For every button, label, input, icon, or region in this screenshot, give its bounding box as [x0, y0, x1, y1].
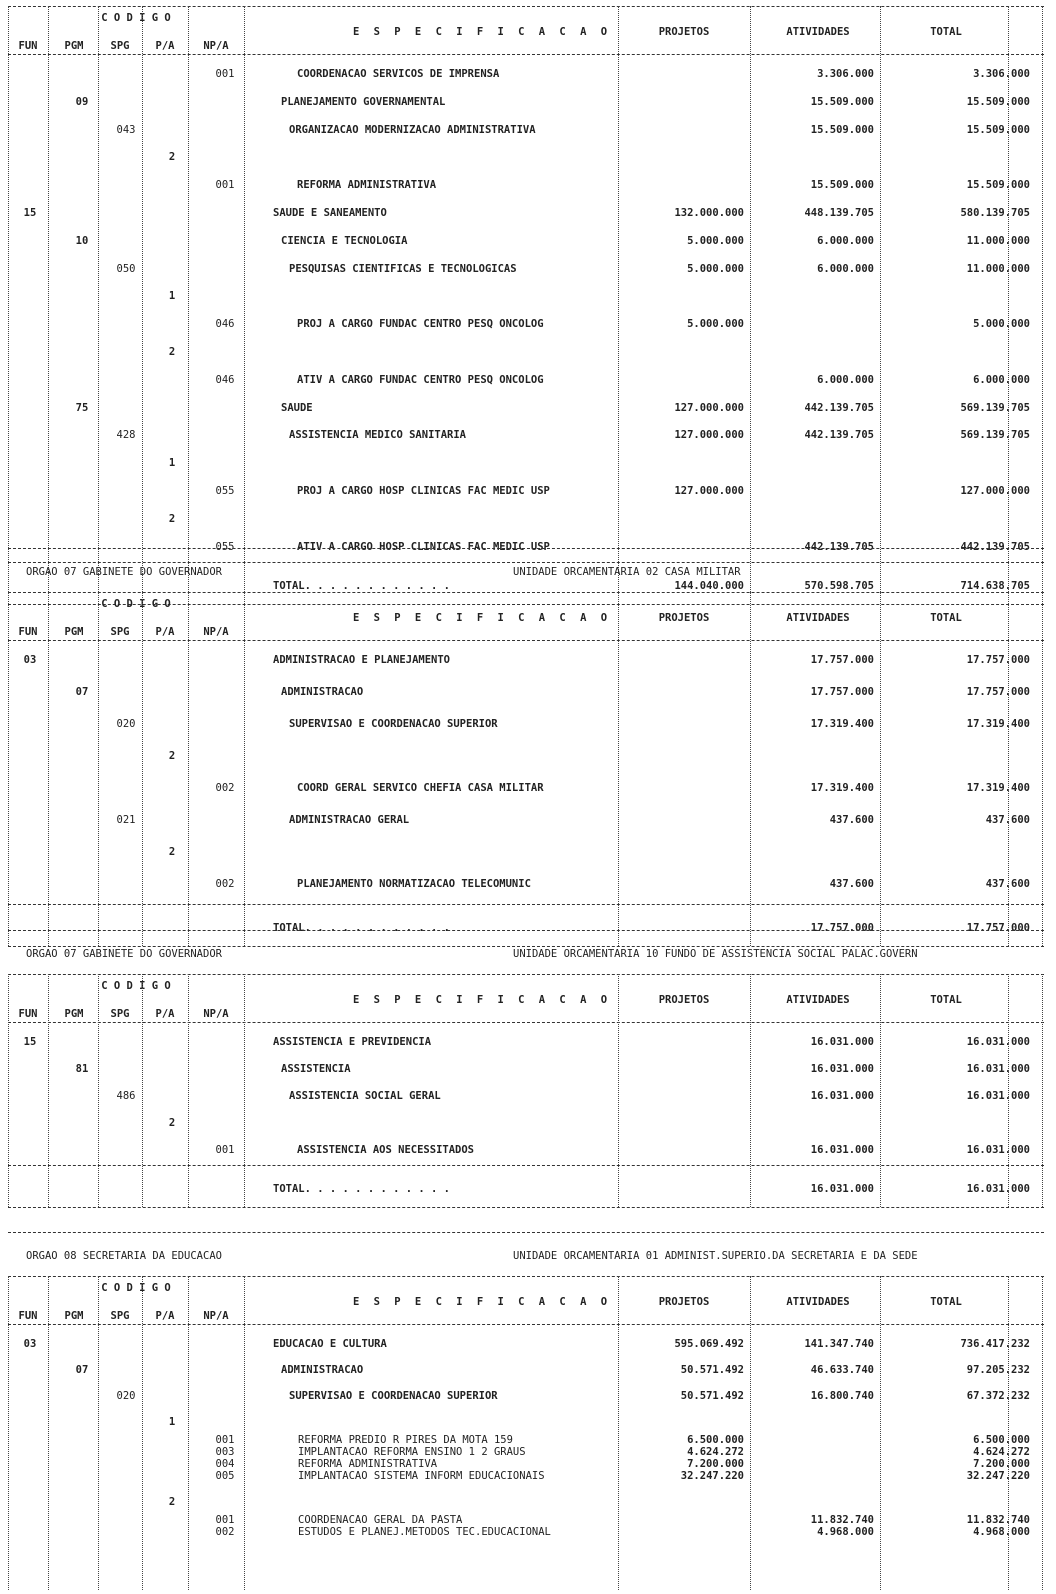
projetos-header: PROJETOS — [658, 26, 710, 38]
column-rule — [142, 592, 143, 946]
especificacao-cell: PESQUISAS CIENTIFICAS E TECNOLOGICAS — [289, 262, 517, 275]
especificacao-cell: ADMINISTRACAO GERAL — [289, 814, 410, 826]
npa-code: 002 — [215, 782, 235, 794]
total-cell: 15.509.000 — [966, 179, 1030, 192]
rule-line — [8, 1207, 1044, 1208]
npa-code: 002 — [215, 878, 235, 890]
projetos-header: PROJETOS — [658, 612, 710, 624]
atividades-cell: 17.757.000 — [810, 686, 874, 698]
atividades-cell: 448.139.705 — [804, 207, 874, 219]
total-total: 17.757.000 — [966, 922, 1030, 934]
total-cell: 6.500.000 — [973, 1434, 1030, 1446]
column-rule — [98, 592, 99, 946]
spg-code: 043 — [116, 123, 136, 136]
pgm-code: 09 — [75, 95, 89, 108]
especificacao-cell: ATIV A CARGO HOSP CLINICAS FAC MEDIC USP — [297, 540, 550, 553]
total-cell: 67.372.232 — [966, 1390, 1030, 1402]
column-rule — [188, 1276, 189, 1590]
fun-code: 15 — [23, 207, 37, 219]
atividades-header: ATIVIDADES — [786, 1296, 850, 1308]
especificacao-cell: COORDENACAO SERVICOS DE IMPRENSA — [297, 68, 500, 80]
pa-code: 2 — [168, 151, 176, 164]
atividades-cell: 6.000.000 — [817, 262, 874, 275]
total-cell: 15.509.000 — [966, 123, 1030, 136]
column-rule — [1008, 974, 1009, 1207]
projetos-cell: 127.000.000 — [674, 429, 744, 442]
total-cell: 6.000.000 — [973, 373, 1030, 386]
column-rule — [244, 974, 245, 1207]
spg-code: 021 — [116, 814, 136, 826]
npa-code: 001 — [215, 1514, 235, 1526]
column-rule — [8, 6, 9, 604]
column-rule — [188, 974, 189, 1207]
column-rule — [142, 974, 143, 1207]
rule-line — [8, 1324, 1044, 1325]
projetos-cell: 595.069.492 — [674, 1338, 744, 1350]
especificacao-cell: PLANEJAMENTO NORMATIZACAO TELECOMUNIC — [297, 878, 531, 890]
codigo-header: C O D I G O — [101, 980, 171, 992]
especificacao-cell: EDUCACAO E CULTURA — [273, 1338, 387, 1350]
column-rule — [244, 6, 245, 604]
projetos-header: PROJETOS — [658, 1296, 710, 1308]
pa-header: P/A — [155, 1008, 175, 1020]
column-rule — [618, 6, 619, 604]
npa-code: 001 — [215, 179, 235, 192]
rule-line — [8, 548, 1044, 549]
total-header: TOTAL — [930, 612, 962, 624]
column-rule — [142, 6, 143, 604]
column-rule — [244, 592, 245, 946]
atividades-cell: 6.000.000 — [817, 234, 874, 247]
atividades-header: ATIVIDADES — [786, 994, 850, 1006]
pa-code: 2 — [168, 512, 176, 525]
npa-code: 002 — [215, 1526, 235, 1538]
spg-header: SPG — [110, 40, 130, 52]
especificacao-cell: PROJ A CARGO HOSP CLINICAS FAC MEDIC USP — [297, 485, 550, 497]
rule-line — [8, 904, 1044, 905]
rule-line — [8, 54, 1044, 55]
total-cell: 4.968.000 — [973, 1526, 1030, 1538]
npa-code: 001 — [215, 68, 235, 80]
npa-code: 055 — [215, 540, 235, 553]
atividades-cell: 437.600 — [829, 814, 874, 826]
column-rule — [618, 974, 619, 1207]
npa-code: 005 — [215, 1470, 235, 1482]
total-cell: 580.139.705 — [960, 207, 1030, 219]
orgao-label: ORGAO 08 SECRETARIA DA EDUCACAO — [26, 1250, 222, 1262]
total-cell: 736.417.232 — [960, 1338, 1030, 1350]
spg-code: 020 — [116, 718, 136, 730]
especificacao-cell: IMPLANTACAO REFORMA ENSINO 1 2 GRAUS — [298, 1446, 526, 1458]
atividades-cell: 15.509.000 — [810, 123, 874, 136]
column-rule — [1008, 1276, 1009, 1590]
column-rule — [1042, 6, 1043, 604]
budget-section — [8, 6, 1044, 604]
pgm-code: 10 — [75, 234, 89, 247]
especificacao-cell: ASSISTENCIA — [281, 1063, 351, 1075]
budget-section — [8, 930, 1044, 1207]
total-row-label: TOTAL. . . . . . . . . . . . — [273, 1183, 451, 1195]
column-rule — [750, 6, 751, 604]
atividades-cell: 437.600 — [829, 878, 874, 890]
atividades-cell: 16.031.000 — [810, 1144, 874, 1156]
unidade-label: UNIDADE ORCAMENTARIA 01 ADMINIST.SUPERIO.DA SECRETARIA E DA SEDE — [513, 1250, 918, 1262]
fun-header: FUN — [18, 1310, 38, 1322]
atividades-cell: 16.800.740 — [810, 1390, 874, 1402]
column-rule — [880, 6, 881, 604]
especificacao-header: E S P E C I F I C A C A O — [353, 1296, 612, 1308]
total-atividades: 16.031.000 — [810, 1183, 874, 1195]
especificacao-cell: ADMINISTRACAO E PLANEJAMENTO — [273, 654, 451, 666]
npa-code: 003 — [215, 1446, 235, 1458]
total-total: 16.031.000 — [966, 1183, 1030, 1195]
especificacao-header: E S P E C I F I C A C A O — [353, 612, 612, 624]
total-cell: 97.205.232 — [966, 1364, 1030, 1376]
total-cell: 15.509.000 — [966, 95, 1030, 108]
total-cell: 11.000.000 — [966, 262, 1030, 275]
spg-code: 050 — [116, 262, 136, 275]
column-rule — [1042, 974, 1043, 1207]
total-row-label: TOTAL. . . . . . . . . . . . — [273, 580, 451, 593]
column-rule — [48, 6, 49, 604]
spg-header: SPG — [110, 1310, 130, 1322]
atividades-cell: 4.968.000 — [817, 1526, 874, 1538]
fun-code: 15 — [23, 1036, 37, 1048]
total-cell: 127.000.000 — [960, 485, 1030, 497]
column-rule — [188, 592, 189, 946]
column-rule — [750, 592, 751, 946]
total-atividades: 570.598.705 — [804, 580, 874, 593]
especificacao-cell: ASSISTENCIA E PREVIDENCIA — [273, 1036, 432, 1048]
total-cell: 11.000.000 — [966, 234, 1030, 247]
total-row-label: TOTAL. . . . . . . . . . . . — [273, 922, 451, 934]
rule-line — [8, 592, 1044, 593]
total-header: TOTAL — [930, 1296, 962, 1308]
unidade-label: UNIDADE ORCAMENTARIA 02 CASA MILITAR — [513, 566, 741, 578]
pa-header: P/A — [155, 626, 175, 638]
especificacao-cell: ASSISTENCIA MEDICO SANITARIA — [289, 429, 467, 442]
especificacao-cell: ASSISTENCIA AOS NECESSITADOS — [297, 1144, 475, 1156]
especificacao-cell: PROJ A CARGO FUNDAC CENTRO PESQ ONCOLOG — [297, 318, 544, 331]
total-header: TOTAL — [930, 26, 962, 38]
column-rule — [1008, 6, 1009, 604]
projetos-cell: 32.247.220 — [680, 1470, 744, 1482]
spg-header: SPG — [110, 626, 130, 638]
projetos-cell: 5.000.000 — [687, 234, 744, 247]
total-cell: 4.624.272 — [973, 1446, 1030, 1458]
especificacao-cell: ADMINISTRACAO — [281, 1364, 364, 1376]
projetos-cell: 132.000.000 — [674, 207, 744, 219]
especificacao-cell: ESTUDOS E PLANEJ.METODOS TEC.EDUCACIONAL — [298, 1526, 551, 1538]
atividades-cell: 16.031.000 — [810, 1090, 874, 1102]
column-rule — [618, 592, 619, 946]
especificacao-cell: IMPLANTACAO SISTEMA INFORM EDUCACIONAIS — [298, 1470, 545, 1482]
especificacao-cell: ATIV A CARGO FUNDAC CENTRO PESQ ONCOLOG — [297, 373, 544, 386]
column-rule — [48, 592, 49, 946]
rule-line — [8, 6, 1044, 7]
codigo-header: C O D I G O — [101, 598, 171, 610]
pa-code: 2 — [168, 1496, 176, 1508]
projetos-header: PROJETOS — [658, 994, 710, 1006]
especificacao-header: E S P E C I F I C A C A O — [353, 26, 612, 38]
total-cell: 16.031.000 — [966, 1036, 1030, 1048]
spg-code: 020 — [116, 1390, 136, 1402]
column-rule — [750, 974, 751, 1207]
especificacao-cell: COORD GERAL SERVICO CHEFIA CASA MILITAR — [297, 782, 544, 794]
pgm-code: 75 — [75, 401, 89, 414]
projetos-cell: 127.000.000 — [674, 401, 744, 414]
rule-line — [8, 1165, 1044, 1166]
projetos-cell: 50.571.492 — [680, 1390, 744, 1402]
total-cell: 437.600 — [985, 878, 1030, 890]
budget-section — [8, 1232, 1044, 1590]
total-cell: 16.031.000 — [966, 1063, 1030, 1075]
column-rule — [750, 1276, 751, 1590]
pgm-header: PGM — [64, 1310, 84, 1322]
atividades-cell: 16.031.000 — [810, 1063, 874, 1075]
pgm-code: 07 — [75, 1364, 89, 1376]
orgao-label: ORGAO 07 GABINETE DO GOVERNADOR — [26, 566, 222, 578]
pa-header: P/A — [155, 1310, 175, 1322]
projetos-cell: 5.000.000 — [687, 318, 744, 331]
pa-code: 1 — [168, 1416, 176, 1428]
orgao-label: ORGAO 07 GABINETE DO GOVERNADOR — [26, 948, 222, 960]
total-cell: 17.319.400 — [966, 782, 1030, 794]
column-rule — [188, 6, 189, 604]
total-projetos: 144.040.000 — [674, 580, 744, 593]
rule-line — [8, 640, 1044, 641]
column-rule — [98, 6, 99, 604]
especificacao-cell: ADMINISTRACAO — [281, 686, 364, 698]
especificacao-cell: ORGANIZACAO MODERNIZACAO ADMINISTRATIVA — [289, 123, 536, 136]
column-rule — [8, 974, 9, 1207]
especificacao-cell: REFORMA PREDIO R PIRES DA MOTA 159 — [298, 1434, 513, 1446]
npa-code: 046 — [215, 318, 235, 331]
rule-line — [8, 1276, 1044, 1277]
atividades-cell: 17.319.400 — [810, 782, 874, 794]
rule-line — [8, 974, 1044, 975]
column-rule — [1042, 1276, 1043, 1590]
budget-section — [8, 548, 1044, 946]
pgm-code: 81 — [75, 1063, 89, 1075]
especificacao-cell: REFORMA ADMINISTRATIVA — [298, 1458, 438, 1470]
npa-code: 046 — [215, 373, 235, 386]
atividades-cell: 17.757.000 — [810, 654, 874, 666]
npa-code: 001 — [215, 1434, 235, 1446]
total-cell: 17.757.000 — [966, 686, 1030, 698]
total-cell: 11.832.740 — [966, 1514, 1030, 1526]
npa-code: 055 — [215, 485, 235, 497]
total-atividades: 17.757.000 — [810, 922, 874, 934]
atividades-cell: 15.509.000 — [810, 95, 874, 108]
fun-header: FUN — [18, 40, 38, 52]
column-rule — [1042, 592, 1043, 946]
especificacao-cell: REFORMA ADMINISTRATIVA — [297, 179, 437, 192]
total-cell: 442.139.705 — [960, 540, 1030, 553]
total-cell: 17.319.400 — [966, 718, 1030, 730]
column-rule — [48, 974, 49, 1207]
atividades-cell: 442.139.705 — [804, 401, 874, 414]
column-rule — [8, 592, 9, 946]
total-cell: 32.247.220 — [966, 1470, 1030, 1482]
column-rule — [142, 1276, 143, 1590]
unidade-label: UNIDADE ORCAMENTARIA 10 FUNDO DE ASSISTENCIA SOCIAL PALAC.GOVERN — [513, 948, 918, 960]
especificacao-cell: PLANEJAMENTO GOVERNAMENTAL — [281, 95, 446, 108]
especificacao-cell: SUPERVISAO E COORDENACAO SUPERIOR — [289, 718, 498, 730]
column-rule — [244, 1276, 245, 1590]
total-total: 714.638.705 — [960, 580, 1030, 593]
atividades-cell: 46.633.740 — [810, 1364, 874, 1376]
fun-code: 03 — [23, 1338, 37, 1350]
column-rule — [48, 1276, 49, 1590]
especificacao-cell: SAUDE — [281, 401, 313, 414]
total-cell: 569.139.705 — [960, 401, 1030, 414]
atividades-cell: 11.832.740 — [810, 1514, 874, 1526]
total-cell: 16.031.000 — [966, 1144, 1030, 1156]
atividades-header: ATIVIDADES — [786, 612, 850, 624]
fun-header: FUN — [18, 626, 38, 638]
spg-code: 486 — [116, 1090, 136, 1102]
atividades-cell: 442.139.705 — [804, 429, 874, 442]
total-cell: 5.000.000 — [973, 318, 1030, 331]
column-rule — [880, 592, 881, 946]
projetos-cell: 5.000.000 — [687, 262, 744, 275]
pgm-code: 07 — [75, 686, 89, 698]
total-cell: 17.757.000 — [966, 654, 1030, 666]
column-rule — [98, 1276, 99, 1590]
column-rule — [8, 1276, 9, 1590]
especificacao-cell: ASSISTENCIA SOCIAL GERAL — [289, 1090, 441, 1102]
especificacao-cell: CIENCIA E TECNOLOGIA — [281, 234, 408, 247]
fun-code: 03 — [23, 654, 37, 666]
especificacao-cell: COORDENACAO GERAL DA PASTA — [298, 1514, 463, 1526]
npa-code: 004 — [215, 1458, 235, 1470]
pa-code: 2 — [168, 346, 176, 358]
column-rule — [880, 974, 881, 1207]
especificacao-cell: SAUDE E SANEAMENTO — [273, 207, 387, 219]
codigo-header: C O D I G O — [101, 12, 171, 24]
pa-code: 1 — [168, 457, 176, 470]
pa-code: 1 — [168, 290, 176, 303]
especificacao-header: E S P E C I F I C A C A O — [353, 994, 612, 1006]
projetos-cell: 50.571.492 — [680, 1364, 744, 1376]
projetos-cell: 127.000.000 — [674, 485, 744, 497]
atividades-cell: 17.319.400 — [810, 718, 874, 730]
rule-line — [8, 1022, 1044, 1023]
pgm-header: PGM — [64, 40, 84, 52]
total-cell: 437.600 — [985, 814, 1030, 826]
especificacao-cell: SUPERVISAO E COORDENACAO SUPERIOR — [289, 1390, 498, 1402]
atividades-cell: 3.306.000 — [817, 68, 874, 80]
pgm-header: PGM — [64, 1008, 84, 1020]
total-header: TOTAL — [930, 994, 962, 1006]
column-rule — [880, 1276, 881, 1590]
projetos-cell: 6.500.000 — [687, 1434, 744, 1446]
npa-header: NP/A — [203, 1008, 229, 1020]
pa-code: 2 — [168, 846, 176, 858]
atividades-header: ATIVIDADES — [786, 26, 850, 38]
rule-line — [8, 1232, 1044, 1233]
total-cell: 3.306.000 — [973, 68, 1030, 80]
atividades-cell: 141.347.740 — [804, 1338, 874, 1350]
atividades-cell: 442.139.705 — [804, 540, 874, 553]
pa-code: 2 — [168, 750, 176, 762]
codigo-header: C O D I G O — [101, 1282, 171, 1294]
pa-header: P/A — [155, 40, 175, 52]
npa-header: NP/A — [203, 40, 229, 52]
pgm-header: PGM — [64, 626, 84, 638]
projetos-cell: 7.200.000 — [687, 1458, 744, 1470]
total-cell: 7.200.000 — [973, 1458, 1030, 1470]
npa-header: NP/A — [203, 1310, 229, 1322]
column-rule — [1008, 592, 1009, 946]
spg-header: SPG — [110, 1008, 130, 1020]
fun-header: FUN — [18, 1008, 38, 1020]
npa-header: NP/A — [203, 626, 229, 638]
rule-line — [8, 930, 1044, 931]
atividades-cell: 6.000.000 — [817, 373, 874, 386]
npa-code: 001 — [215, 1144, 235, 1156]
total-cell: 16.031.000 — [966, 1090, 1030, 1102]
pa-code: 2 — [168, 1117, 176, 1129]
atividades-cell: 16.031.000 — [810, 1036, 874, 1048]
total-cell: 569.139.705 — [960, 429, 1030, 442]
projetos-cell: 4.624.272 — [687, 1446, 744, 1458]
column-rule — [618, 1276, 619, 1590]
column-rule — [98, 974, 99, 1207]
spg-code: 428 — [116, 429, 136, 442]
atividades-cell: 15.509.000 — [810, 179, 874, 192]
